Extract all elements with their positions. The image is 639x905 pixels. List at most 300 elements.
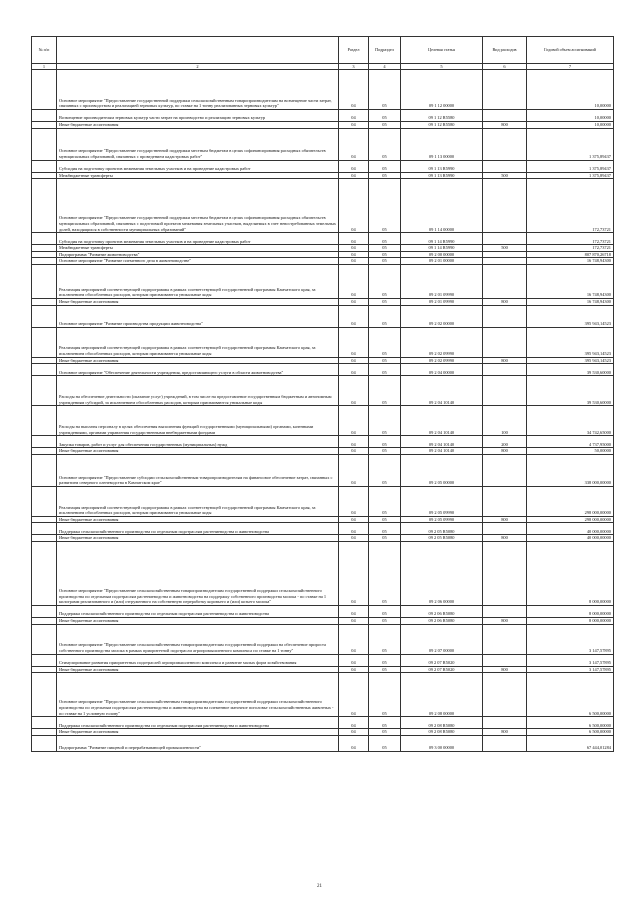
cell-num [32,486,57,516]
cell-num [32,110,57,122]
cell-target-article: 09 1 13 R5990 [401,160,483,172]
cell-expense-type [483,128,527,160]
cell-name: Иные бюджетные ассигнования [57,729,339,736]
cell-annual-amount: 298 000,00000 [527,486,614,516]
table-row [32,541,614,605]
cell-razdel: 04 [339,160,369,172]
cell-name: Расходы на выплаты персоналу в целях обеспечения выполнения функций государственными (муниципальными) органами, казенными учреждениями, органами управления государственными внебюджетными фондами [57,406,339,436]
cell-name: Основное мероприятие "Развитие племенного дела в животноводстве" [57,258,339,265]
cell-annual-amount: 298 000,00000 [527,516,614,523]
table-row [32,448,614,455]
cell-podrazdel: 05 [369,110,401,122]
cell-podrazdel: 05 [369,122,401,129]
cell-podrazdel: 05 [369,436,401,448]
cell-annual-amount: 16 748,94300 [527,298,614,305]
table-row [32,110,614,122]
cell-name: Субсидия на подготовку проектов межевания земельных участков и на проведение кадастровых работ [57,160,339,172]
cell-podrazdel: 05 [369,327,401,357]
cell-razdel: 04 [339,327,369,357]
cell-razdel: 04 [339,448,369,455]
cell-annual-amount: 40 000,00000 [527,535,614,542]
cell-razdel: 04 [339,523,369,535]
cell-expense-type [483,717,527,729]
cell-annual-amount: 8 000,00000 [527,541,614,605]
table-row [32,406,614,436]
cell-expense-type [483,673,527,717]
cell-razdel: 04 [339,486,369,516]
cell-name: Иные бюджетные ассигнования [57,535,339,542]
cell-expense-type: 800 [483,298,527,305]
table-row [32,673,614,717]
cell-target-article: 09 1 14 R5990 [401,245,483,252]
table-row [32,70,614,110]
cell-podrazdel: 05 [369,486,401,516]
table-row [32,376,614,406]
cell-podrazdel: 05 [369,516,401,523]
cell-podrazdel: 05 [369,729,401,736]
cell-podrazdel: 05 [369,160,401,172]
cell-num [32,605,57,617]
cell-expense-type: 800 [483,729,527,736]
header-target-article: Целевая статья [401,37,483,64]
cell-annual-amount: 6 500,00000 [527,729,614,736]
cell-podrazdel: 05 [369,251,401,258]
table-row [32,717,614,729]
table-row [32,298,614,305]
column-number: 5 [401,64,483,70]
cell-expense-type: 800 [483,122,527,129]
cell-podrazdel: 05 [369,535,401,542]
cell-expense-type [483,179,527,233]
cell-razdel: 04 [339,454,369,486]
table-row [32,486,614,516]
cell-name: Иные бюджетные ассигнования [57,516,339,523]
cell-annual-amount: 395 943,14523 [527,305,614,327]
cell-expense-type [483,110,527,122]
column-number: 3 [339,64,369,70]
table-row [32,605,614,617]
cell-razdel: 04 [339,666,369,673]
cell-expense-type [483,523,527,535]
cell-num [32,454,57,486]
cell-razdel: 04 [339,364,369,376]
table-row [32,233,614,245]
cell-target-article: 09 2 08 00000 [401,673,483,717]
cell-expense-type [483,624,527,654]
cell-annual-amount: 8 000,00000 [527,605,614,617]
cell-razdel: 04 [339,233,369,245]
cell-num [32,535,57,542]
cell-razdel: 04 [339,128,369,160]
cell-annual-amount: 40 000,00000 [527,523,614,535]
cell-target-article: 09 2 08 R5080 [401,717,483,729]
cell-target-article: 09 1 13 00000 [401,128,483,160]
cell-annual-amount: 3 147,57895 [527,624,614,654]
cell-razdel: 04 [339,654,369,666]
cell-podrazdel: 05 [369,541,401,605]
cell-name: Основное мероприятие "Предоставление государственной поддержки местным бюджетам в целях софинансирования расходных обязательств муниципальных образований, связанных с подготовкой проектов межевания земельных участков, выделяемых в счет невостребованных земельных долей, находящихся в собственности муниципальных образований" [57,179,339,233]
cell-target-article: 09 2 06 R5080 [401,617,483,624]
table-row [32,357,614,364]
cell-target-article: 09 2 01 00000 [401,258,483,265]
cell-name: Основное мероприятие "Предоставление государственной поддержки местным бюджетам в целях софинансирования расходных обязательств муниципальных образований, связанных с проведением кадастровых работ" [57,128,339,160]
cell-razdel: 04 [339,717,369,729]
cell-name: Поддержка сельскохозяйственного производства по отдельным подотраслям растениеводства и животноводства [57,605,339,617]
cell-num [32,617,57,624]
cell-target-article: 09 1 12 00000 [401,70,483,110]
cell-razdel: 04 [339,251,369,258]
cell-target-article: 09 2 02 09990 [401,327,483,357]
table-row [32,122,614,129]
cell-num [32,673,57,717]
cell-num [32,717,57,729]
cell-expense-type: 800 [483,448,527,455]
cell-podrazdel: 05 [369,454,401,486]
cell-expense-type: 500 [483,172,527,179]
header-row [32,37,614,64]
cell-annual-amount: 10,00000 [527,122,614,129]
cell-name: Основное мероприятие "Предоставление сельскохозяйственным товаропроизводителям государственной поддержки сельскохозяйственного производства по отдельным подотраслям растениеводства и животноводства на племенное маточное поголовье сельскохозяйственных животных - по ставке на 1 условную голову" [57,673,339,717]
cell-expense-type [483,70,527,110]
cell-num [32,448,57,455]
cell-podrazdel: 05 [369,717,401,729]
cell-expense-type [483,160,527,172]
cell-annual-amount: 34 742,65000 [527,406,614,436]
cell-target-article: 09 2 01 09990 [401,298,483,305]
cell-annual-amount: 8 000,00000 [527,617,614,624]
cell-expense-type: 800 [483,535,527,542]
cell-name: Основное мероприятие "Обеспечение деятельности учреждения, предоставляющего услуги в области животноводства" [57,364,339,376]
table-row [32,179,614,233]
cell-target-article: 09 2 02 00000 [401,305,483,327]
cell-name: Основное мероприятие "Предоставление государственной поддержки сельскохозяйственным товаропроизводителям на возмещение части затрат, связанных с производством и реализацией зерновых культур, по ставке на 1 тонну реализованных зерновых культур" [57,70,339,110]
cell-num [32,357,57,364]
table-row [32,251,614,258]
cell-podrazdel: 05 [369,305,401,327]
cell-expense-type: 800 [483,617,527,624]
cell-target-article: 09 1 12 R5580 [401,110,483,122]
cell-annual-amount: 4 737,95000 [527,436,614,448]
cell-razdel: 04 [339,617,369,624]
table-row [32,245,614,252]
cell-podrazdel: 05 [369,70,401,110]
table-row [32,624,614,654]
cell-num [32,541,57,605]
cell-name: Поддержка сельскохозяйственного производства по отдельным подотраслям растениеводства и животноводства [57,523,339,535]
cell-annual-amount: 39 530,60000 [527,376,614,406]
cell-podrazdel: 05 [369,245,401,252]
table-row [32,654,614,666]
cell-target-article: 09 2 04 10140 [401,406,483,436]
cell-razdel: 04 [339,298,369,305]
cell-podrazdel: 05 [369,605,401,617]
cell-target-article: 09 2 07 00000 [401,624,483,654]
cell-target-article: 09 2 05 00000 [401,454,483,486]
cell-target-article: 09 3 00 00000 [401,735,483,751]
table-row [32,258,614,265]
cell-num [32,735,57,751]
cell-name: Иные бюджетные ассигнования [57,448,339,455]
table-row [32,436,614,448]
cell-podrazdel: 05 [369,258,401,265]
cell-podrazdel: 05 [369,673,401,717]
cell-razdel: 04 [339,624,369,654]
cell-target-article: 09 1 14 00000 [401,179,483,233]
cell-target-article: 09 1 13 R5990 [401,172,483,179]
cell-num [32,251,57,258]
cell-name: Иные бюджетные ассигнования [57,122,339,129]
table-row [32,523,614,535]
cell-annual-amount: 807 870,26718 [527,251,614,258]
cell-expense-type [483,264,527,298]
header-name [57,37,339,64]
cell-annual-amount: 10,00000 [527,110,614,122]
column-number: 6 [483,64,527,70]
cell-podrazdel: 05 [369,624,401,654]
cell-annual-amount: 1 375,89437 [527,128,614,160]
cell-name: Иные бюджетные ассигнования [57,298,339,305]
cell-annual-amount: 16 748,94300 [527,264,614,298]
cell-annual-amount: 6 500,00000 [527,673,614,717]
cell-razdel: 04 [339,258,369,265]
cell-name: Расходы на обеспечение деятельности (оказание услуг) учреждений, в том числе на предоставление государственным бюджетным и автономным учреждениям субсидий, за исключением обособленных расходов, которым присваиваются уникальные коды [57,376,339,406]
cell-annual-amount: 50,00000 [527,448,614,455]
cell-target-article: 09 2 02 09990 [401,357,483,364]
table-row [32,535,614,542]
cell-razdel: 04 [339,729,369,736]
column-number: 1 [32,64,57,70]
cell-num [32,160,57,172]
cell-expense-type [483,327,527,357]
cell-annual-amount: 16 748,94300 [527,258,614,265]
cell-target-article: 09 2 06 R5080 [401,605,483,617]
table-row [32,454,614,486]
cell-podrazdel: 05 [369,523,401,535]
cell-razdel: 04 [339,357,369,364]
column-number: 2 [57,64,339,70]
cell-podrazdel: 05 [369,617,401,624]
cell-num [32,436,57,448]
cell-expense-type: 500 [483,245,527,252]
cell-name: Основное мероприятие "Предоставление сельскохозяйственным товаропроизводителям государственной поддержки сельскохозяйственного производства по отдельным подотраслям растениеводства и животноводства на поддержку собственного производства молока - по ставке на 1 килограмм реализованного и (или) отгруженного на собственную переработку коровьего и (или) козьего молока" [57,541,339,605]
cell-name: Реализация мероприятий соответствующей подпрограммы в рамках соответствующей государственной программы Камчатского края, за исключением обособленных расходов, которым присваиваются уникальные коды [57,486,339,516]
cell-annual-amount: 395 943,14523 [527,357,614,364]
cell-num [32,327,57,357]
cell-razdel: 04 [339,70,369,110]
cell-expense-type: 800 [483,666,527,673]
budget-table [31,36,614,752]
cell-target-article: 09 1 12 R5580 [401,122,483,129]
cell-expense-type [483,454,527,486]
cell-target-article: 09 2 04 00000 [401,364,483,376]
cell-podrazdel: 05 [369,357,401,364]
cell-num [32,70,57,110]
cell-podrazdel: 05 [369,406,401,436]
cell-target-article: 09 2 06 00000 [401,541,483,605]
cell-podrazdel: 05 [369,264,401,298]
cell-target-article: 09 2 05 R5080 [401,535,483,542]
cell-num [32,376,57,406]
cell-name: Подпрограмма "Развитие пищевой и перерабатывающей промышленности" [57,735,339,751]
cell-expense-type [483,305,527,327]
cell-annual-amount: 338 000,00000 [527,454,614,486]
cell-num [32,233,57,245]
cell-expense-type [483,251,527,258]
cell-podrazdel: 05 [369,179,401,233]
cell-name: Иные бюджетные ассигнования [57,617,339,624]
cell-target-article: 09 2 05 09990 [401,516,483,523]
cell-name: Основное мероприятие "Развитие производства продукции животноводства" [57,305,339,327]
cell-expense-type: 100 [483,406,527,436]
cell-annual-amount: 172,73721 [527,245,614,252]
cell-target-article: 09 2 04 10140 [401,448,483,455]
cell-podrazdel: 05 [369,128,401,160]
cell-expense-type [483,735,527,751]
table-row [32,617,614,624]
table-row [32,735,614,751]
cell-razdel: 04 [339,245,369,252]
cell-expense-type [483,233,527,245]
table-row [32,327,614,357]
cell-num [32,624,57,654]
cell-num [32,298,57,305]
cell-target-article: 09 1 14 R5990 [401,233,483,245]
cell-razdel: 04 [339,179,369,233]
page-number: 21 [317,884,322,889]
cell-podrazdel: 05 [369,233,401,245]
cell-num [32,128,57,160]
cell-target-article: 09 2 04 10140 [401,376,483,406]
cell-name: Подпрограмма "Развитие животноводства" [57,251,339,258]
cell-podrazdel: 05 [369,735,401,751]
cell-name: Стимулирование развития приоритетных подотраслей агропромышленного комплекса и развитие малых форм хозяйствования [57,654,339,666]
cell-name: Закупка товаров, работ и услуг для обеспечения государственных (муниципальных) нужд [57,436,339,448]
cell-podrazdel: 05 [369,448,401,455]
header-annual-amount: Годовой объем ассигнований [527,37,614,64]
cell-expense-type: 200 [483,436,527,448]
cell-annual-amount: 172,73721 [527,179,614,233]
cell-razdel: 04 [339,605,369,617]
table-row [32,666,614,673]
table-row [32,128,614,160]
cell-annual-amount: 6 500,00000 [527,717,614,729]
table-row [32,264,614,298]
cell-target-article: 09 2 07 R5020 [401,654,483,666]
cell-name: Иные бюджетные ассигнования [57,666,339,673]
header-expense-type: Вид расходов [483,37,527,64]
cell-name: Иные бюджетные ассигнования [57,357,339,364]
cell-name: Основное мероприятие "Предоставление субсидии сельскохозяйственным товаропроизводителям на финансовое обеспечение затрат, связанных с развитием северного оленеводства в Камчатском крае" [57,454,339,486]
cell-num [32,264,57,298]
cell-annual-amount: 172,73721 [527,233,614,245]
cell-razdel: 04 [339,376,369,406]
cell-num [32,523,57,535]
cell-expense-type [483,654,527,666]
table-row [32,160,614,172]
cell-num [32,245,57,252]
cell-target-article: 09 2 05 09990 [401,486,483,516]
cell-target-article: 09 2 07 R5020 [401,666,483,673]
cell-razdel: 04 [339,673,369,717]
cell-razdel: 04 [339,172,369,179]
cell-num [32,172,57,179]
cell-name: Реализация мероприятий соответствующей подпрограммы в рамках соответствующей государственной программы Камчатского края, за исключением обособленных расходов, которым присваиваются уникальные коды [57,264,339,298]
cell-target-article: 09 2 00 00000 [401,251,483,258]
cell-num [32,179,57,233]
cell-razdel: 04 [339,122,369,129]
table-body [32,70,614,752]
header-num: № п/п [32,37,57,64]
cell-podrazdel: 05 [369,654,401,666]
cell-expense-type [483,605,527,617]
cell-razdel: 04 [339,436,369,448]
cell-annual-amount: 3 147,57895 [527,654,614,666]
cell-name: Реализация мероприятий соответствующей подпрограммы в рамках соответствующей государственной программы Камчатского края, за исключением обособленных расходов, которым присваиваются уникальные коды [57,327,339,357]
cell-target-article: 09 2 01 09990 [401,264,483,298]
cell-num [32,516,57,523]
table-row [32,516,614,523]
column-number: 4 [369,64,401,70]
cell-razdel: 04 [339,735,369,751]
cell-target-article: 09 2 04 10140 [401,436,483,448]
cell-podrazdel: 05 [369,376,401,406]
cell-annual-amount: 395 943,14523 [527,327,614,357]
cell-num [32,654,57,666]
cell-annual-amount: 39 530,60000 [527,364,614,376]
table-row [32,172,614,179]
cell-name: Основное мероприятие "Предоставление сельскохозяйственным товаропроизводителям государственной поддержки на обеспечение прироста собственного производства молока в рамках приоритетной подотрасли агропромышленного комплекса по ставке на 1 тонну" [57,624,339,654]
cell-razdel: 04 [339,406,369,436]
cell-name: Возмещение производителям зерновых культур части затрат на производство и реализацию зерновых культур [57,110,339,122]
cell-expense-type [483,541,527,605]
cell-num [32,258,57,265]
header-podrazdel: Подраздел [369,37,401,64]
cell-podrazdel: 05 [369,666,401,673]
cell-num [32,406,57,436]
cell-num [32,305,57,327]
cell-num [32,364,57,376]
header-razdel: Раздел [339,37,369,64]
table-row [32,305,614,327]
cell-num [32,122,57,129]
table-row [32,364,614,376]
cell-podrazdel: 05 [369,172,401,179]
cell-annual-amount: 1 375,89437 [527,160,614,172]
cell-num [32,666,57,673]
cell-razdel: 04 [339,516,369,523]
cell-name: Субсидия на подготовку проектов межевания земельных участков и на проведение кадастровых работ [57,233,339,245]
cell-annual-amount: 10,00000 [527,70,614,110]
cell-expense-type: 800 [483,357,527,364]
cell-num [32,729,57,736]
cell-razdel: 04 [339,110,369,122]
cell-target-article: 09 2 05 R5080 [401,523,483,535]
cell-razdel: 04 [339,541,369,605]
cell-podrazdel: 05 [369,298,401,305]
cell-razdel: 04 [339,264,369,298]
cell-name: Межбюджетные трансферты [57,172,339,179]
cell-razdel: 04 [339,305,369,327]
cell-annual-amount: 1 375,89437 [527,172,614,179]
cell-name: Поддержка сельскохозяйственного производства по отдельным подотраслям растениеводства и животноводства [57,717,339,729]
cell-annual-amount: 67 444,01284 [527,735,614,751]
cell-target-article: 09 2 08 R5080 [401,729,483,736]
cell-annual-amount: 3 147,57895 [527,666,614,673]
cell-razdel: 04 [339,535,369,542]
cell-expense-type [483,486,527,516]
column-number: 7 [527,64,614,70]
cell-expense-type [483,376,527,406]
